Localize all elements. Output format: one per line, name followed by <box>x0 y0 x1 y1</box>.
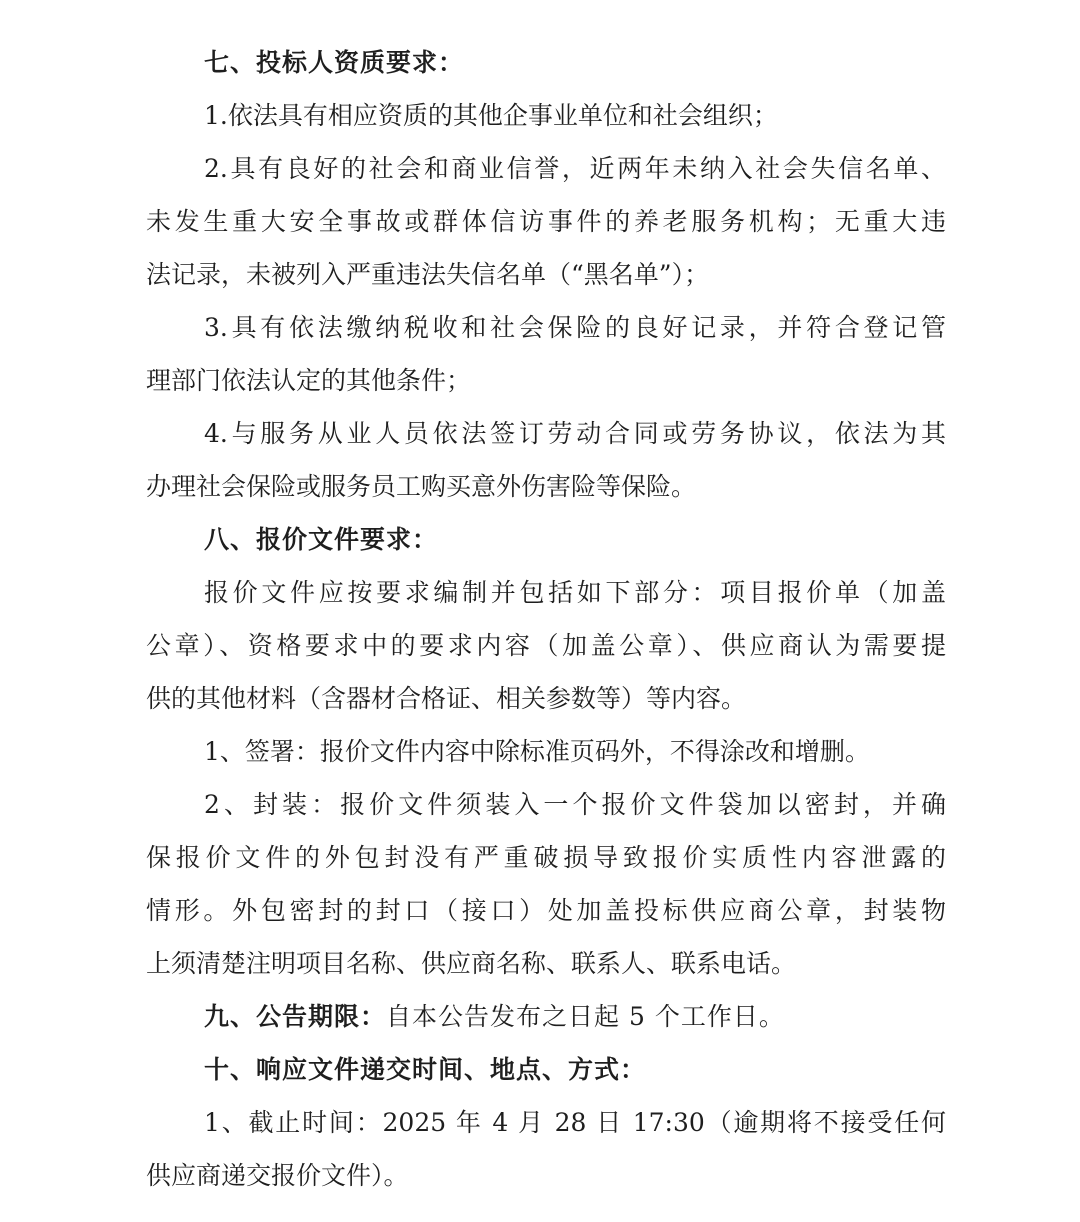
section-7-item-4-line-1: 4.与服务从业人员依法签订劳动合同或劳务协议，依法为其 <box>204 419 946 448</box>
section-8-intro-line-1: 报价文件应按要求编制并包括如下部分：项目报价单（加盖 <box>204 578 946 607</box>
section-8-intro-line-3: 供的其他材料（含器材合格证、相关参数等）等内容。 <box>146 684 747 713</box>
section-9-line <box>146 990 946 1043</box>
section-7-item-3-line-2: 理部门依法认定的其他条件； <box>146 366 472 395</box>
section-8-item-2-line-4: 上须清楚注明项目名称、供应商名称、联系人、联系电话。 <box>146 949 797 978</box>
document-page <box>146 36 946 1202</box>
section-10-item-1-line-2: 供应商递交报价文件）。 <box>146 1161 409 1190</box>
section-8-item-1: 1、签署：报价文件内容中除标准页码外，不得涂改和增删。 <box>204 737 870 766</box>
section-7-heading: 七、投标人资质要求： <box>204 48 465 77</box>
section-7-item-1: 1.依法具有相应资质的其他企事业单位和社会组织； <box>204 101 778 130</box>
section-7-item-2-line-3: 法记录，未被列入严重违法失信名单（“黑名单”）； <box>146 260 710 289</box>
section-7-item-2-line-1: 2.具有良好的社会和商业信誉，近两年未纳入社会失信名单、 <box>204 154 946 183</box>
section-7-item-3-line-1: 3.具有依法缴纳税收和社会保险的良好记录，并符合登记管 <box>204 313 946 342</box>
section-7-item-2-line-2: 未发生重大安全事故或群体信访事件的养老服务机构；无重大违 <box>146 207 946 236</box>
section-8-item-2-line-2: 保报价文件的外包封没有严重破损导致报价实质性内容泄露的 <box>146 843 946 872</box>
section-8-heading: 八、报价文件要求： <box>204 525 439 554</box>
section-9-heading: 九、公告期限： <box>204 1002 387 1031</box>
section-8-intro-line-2: 公章）、资格要求中的要求内容（加盖公章）、供应商认为需要提 <box>146 631 946 660</box>
section-8-item-2-line-3: 情形。外包密封的封口（接口）处加盖投标供应商公章，封装物 <box>146 896 946 925</box>
section-10-heading: 十、响应文件递交时间、地点、方式： <box>204 1055 647 1084</box>
section-7-item-4-line-2: 办理社会保险或服务员工购买意外伤害险等保险。 <box>146 472 697 501</box>
section-10-item-1-line-1: 1、截止时间：2025 年 4 月 28 日 17:30（逾期将不接受任何 <box>204 1108 946 1137</box>
section-9-text: 自本公告发布之日起 5 个工作日。 <box>386 1002 785 1031</box>
section-8-item-2-line-1: 2、封装：报价文件须装入一个报价文件袋加以密封，并确 <box>204 790 946 819</box>
